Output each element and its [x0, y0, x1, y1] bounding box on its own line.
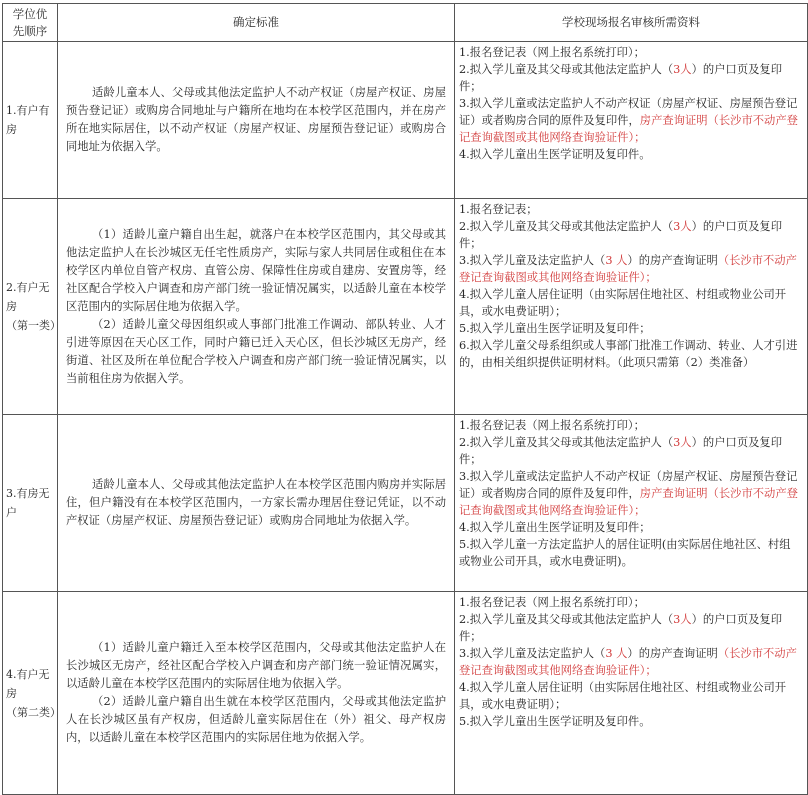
header-standard: 确定标准 [58, 4, 455, 42]
material-item [459, 417, 801, 434]
material-highlight-text: 3人 [673, 220, 692, 233]
category-label: 4.有户无房 [6, 667, 50, 700]
material-item [459, 44, 801, 61]
material-item [459, 645, 801, 679]
standard-paragraph: （1）适龄儿童户籍迁入至本校学区范围内，父母或其他法定监护人在长沙城区无房产，经社区配合学校入户调查和房产部门统一验证情况属实，以适龄儿童在本校学区范围内的实际居住地为依据入学。 [66, 641, 446, 690]
header-priority [3, 4, 58, 42]
material-text: ）的户口页及复印件； [459, 63, 783, 93]
material-text: 2.拟入学儿童及其父母或其他法定监护人（ [459, 436, 674, 449]
material-text: 5.拟入学儿童出生医学证明及复印件； [459, 322, 651, 335]
category-label: 2.有户无房 [6, 281, 50, 313]
enrollment-priority-table [2, 3, 808, 795]
standard-cell [58, 415, 455, 592]
material-highlight-text: 3人 [673, 613, 692, 626]
table-row [3, 199, 808, 415]
header-priority-line: 先顺序 [12, 23, 48, 38]
material-item [459, 286, 801, 320]
material-item [459, 252, 801, 286]
materials-cell [455, 42, 808, 199]
material-item [459, 713, 801, 730]
material-item [459, 611, 801, 645]
table-row [3, 42, 808, 199]
material-text: 3.拟入学儿童及法定监护人（ [459, 254, 606, 267]
category-label: 1.有户有房 [6, 104, 50, 136]
category-sublabel: （第一类） [6, 319, 61, 332]
table-row [3, 415, 808, 592]
material-text: 4.拟入学儿童人居住证明（由实际居住地社区、村组或物业公司开具，或水电费证明）； [459, 681, 787, 711]
material-highlight-text: （长沙市不动产登记查询截图或其他网络查询验证件）； [459, 647, 797, 677]
material-highlight-text: （长沙市不动产登记查询截图或其他网络查询验证件）； [459, 254, 797, 284]
material-text: 1.报名登记表（网上报名系统打印）； [459, 46, 645, 59]
category-cell [3, 592, 61, 795]
standard-paragraph: （2）适龄儿童父母因组织或人事部门批准工作调动、部队转业、人才引进等原因在天心区工作，同时户籍已迁入天心区，但长沙城区无房产，经街道、社区及所在单位配合学校入户调查和房产部门统一验证情况属实，以当前租住房为依据入学。 [66, 317, 446, 385]
material-text: ）的户口页及复印件； [459, 436, 783, 466]
material-item [459, 434, 801, 468]
materials-cell [455, 592, 808, 795]
standard-paragraph: 适龄儿童本人、父母或其他法定监护人在本校学区范围内购房并实际居住，但户籍没有在本校学区范围内，一方家长需办理居住登记凭证，以不动产权证（房屋产权证、房屋预告登记证）或购房合同地址为依据入学。 [66, 478, 446, 527]
material-text: 1.报名登记表； [459, 203, 538, 216]
material-text: 4.拟入学儿童人居住证明（由实际居住地社区、村组或物业公司开具，或水电费证明）； [459, 288, 787, 318]
category-cell [3, 42, 58, 199]
material-text: 3.拟入学儿童或法定监护人不动产权证（房屋产权证、房屋预告登记证）或者购房合同的原件及复印件， [459, 97, 798, 127]
category-cell [3, 199, 61, 415]
material-item [459, 337, 801, 371]
material-item [459, 146, 801, 163]
standard-paragraph: （2）适龄儿童户籍自出生就在本校学区范围内，父母或其他法定监护人在长沙城区虽有产权房，但适龄儿童实际居住在（外）祖父、母产权房内，以适龄儿童在本校学区范围内的实际居住地为依据入学。 [66, 695, 446, 744]
header-priority-line: 学位优 [12, 6, 48, 21]
material-text: ）的房产查询证明 [627, 254, 718, 267]
material-item [459, 320, 801, 337]
material-item [459, 95, 801, 146]
material-highlight-text: 3 人 [605, 647, 628, 660]
material-highlight-text: 3人 [673, 63, 692, 76]
table-header-row [3, 4, 808, 42]
standard-cell [58, 199, 455, 415]
material-highlight-text: 房产查询证明（长沙市不动产登记查询截图或其他网络查询验证件）； [459, 114, 798, 144]
materials-cell [455, 415, 808, 592]
material-text: 5.拟入学儿童出生医学证明及复印件。 [459, 715, 651, 728]
category-sublabel: （第二类） [6, 705, 61, 719]
standard-paragraph: （1）适龄儿童户籍自出生起，就落户在本校学区范围内，其父母或其他法定监护人在长沙城区无任宅性质房产，实际与家人共同居住或租住在本校学区内单位自管产权房、直管公房、保障性住房或自建房、安置房等，经社区配合学校入户调查和房产部门统一验证情况属实，以适龄儿童在本校学区范围内的实际居住地为依据入学。 [66, 227, 446, 313]
material-text: ）的房产查询证明 [627, 647, 718, 660]
category-label: 3.有房无户 [6, 487, 50, 519]
material-text: 4.拟入学儿童出生医学证明及复印件； [459, 521, 651, 534]
material-item [459, 218, 801, 252]
material-highlight-text: 3 人 [605, 254, 628, 267]
material-item [459, 679, 801, 713]
material-text: 2.拟入学儿童及其父母或其他法定监护人（ [459, 613, 674, 626]
material-text: 2.拟入学儿童及其父母或其他法定监护人（ [459, 63, 674, 76]
material-text: 3.拟入学儿童及法定监护人（ [459, 647, 606, 660]
material-text: 1.报名登记表（网上报名系统打印）； [459, 419, 645, 432]
material-text: ）的户口页及复印件； [459, 220, 783, 250]
material-item [459, 519, 801, 536]
material-highlight-text: 房产查询证明（长沙市不动产登记查询截图或其他网络查询验证件）； [459, 487, 798, 517]
standard-paragraph: 适龄儿童本人、父母或其他法定监护人不动产权证（房屋产权证、房屋预告登记证）或购房合同地址与户籍所在地均在本校学区范围内，并在房产所在地实际居住，以不动产权证（房屋产权证、房屋预告登记证）或购房合同地址为依据入学。 [66, 86, 446, 153]
material-text: 6.拟入学儿童父母系组织或人事部门批准工作调动、转业、人才引进的，由相关组织提供证明材料。（此项只需第（2）类准备） [459, 339, 798, 369]
category-cell [3, 415, 58, 592]
header-materials: 学校现场报名审核所需资料 [455, 4, 808, 42]
material-item [459, 201, 801, 218]
standard-cell [58, 592, 455, 795]
standard-cell [58, 42, 455, 199]
table-row [3, 592, 808, 795]
material-text: ）的户口页及复印件； [459, 613, 783, 643]
material-item [459, 61, 801, 95]
material-item [459, 468, 801, 519]
material-text: 3.拟入学儿童或法定监护人不动产权证（房屋产权证、房屋预告登记证）或者购房合同的原件及复印件， [459, 470, 798, 500]
material-text: 1.报名登记表（网上报名系统打印）； [459, 596, 645, 609]
material-text: 4.拟入学儿童出生医学证明及复印件。 [459, 148, 651, 161]
material-text: 2.拟入学儿童及其父母或其他法定监护人（ [459, 220, 674, 233]
materials-cell [455, 199, 808, 415]
material-text: 5.拟入学儿童一方法定监护人的居住证明(由实际居住地社区、村组或物业公司开具，或水电费证明)。 [459, 538, 791, 568]
material-item [459, 594, 801, 611]
material-highlight-text: 3人 [673, 436, 692, 449]
material-item [459, 536, 801, 570]
